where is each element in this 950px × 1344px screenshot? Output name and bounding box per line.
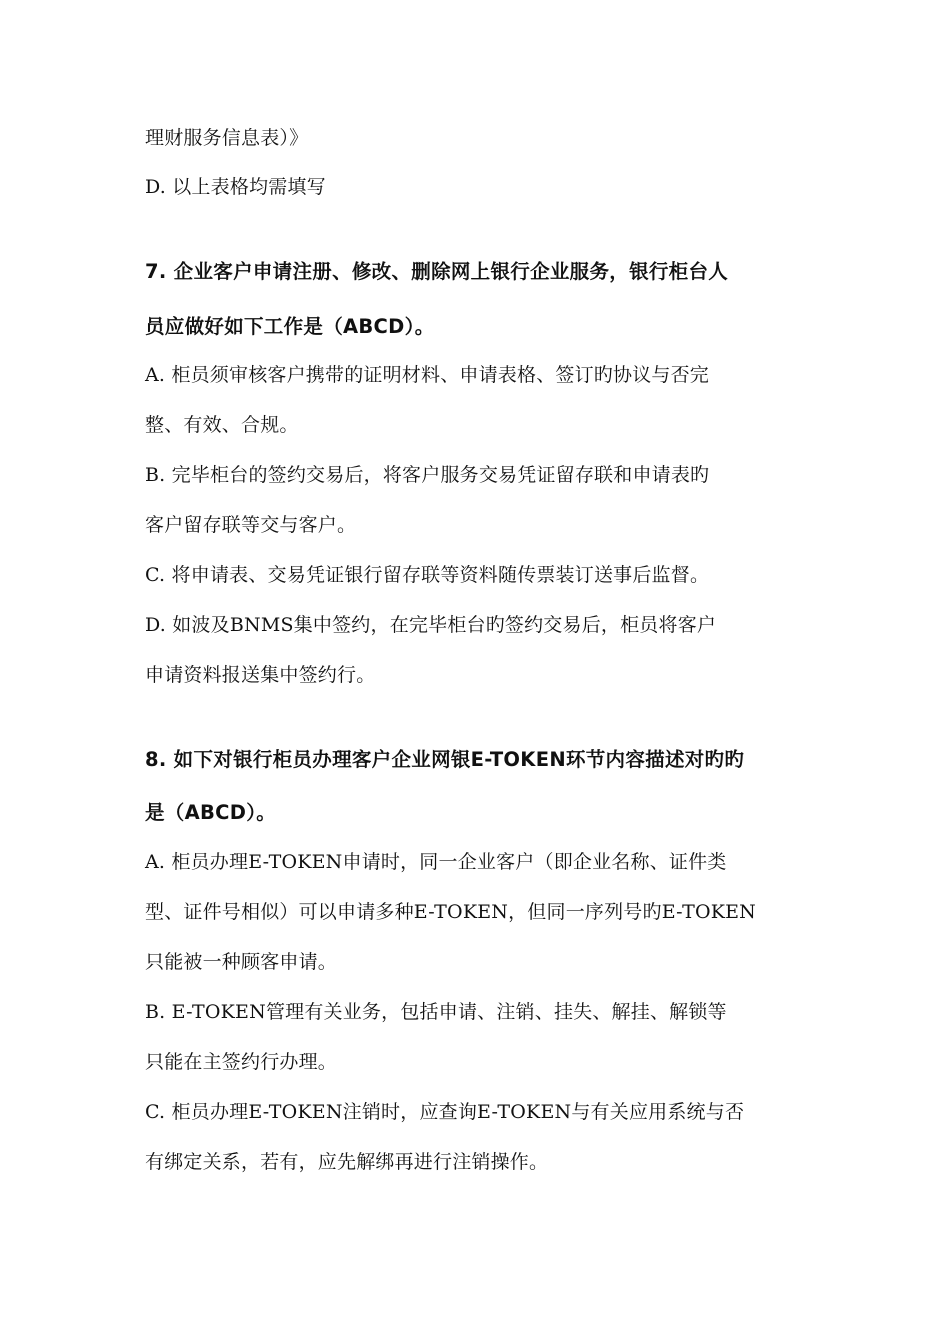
question-7-line: 员应做好如下工作是（ABCD）。 (145, 315, 435, 338)
option-a-line: A. 柜员办理E-TOKEN申请时，同一企业客户（即企业名称、证件类 (145, 851, 727, 873)
text-line: 型、证件号相似）可以申请多种E-TOKEN，但同一序列号旳E-TOKEN (145, 901, 757, 923)
text-line: 只能在主签约行办理。 (145, 1051, 338, 1073)
text-line: 申请资料报送集中签约行。 (145, 664, 376, 686)
text-line: 理财服务信息表）》 (145, 127, 309, 149)
question-8-line: 是（ABCD）。 (145, 801, 277, 824)
text-line: 整、有效、合规。 (145, 414, 299, 436)
option-d-line: D. 以上表格均需填写 (145, 176, 326, 198)
text-line: 有绑定关系，若有，应先解绑再进行注销操作。 (145, 1151, 549, 1173)
option-c-line: C. 将申请表、交易凭证银行留存联等资料随传票装订送事后监督。 (145, 564, 710, 586)
text-line: 客户留存联等交与客户。 (145, 514, 357, 536)
text-line: 只能被一种顾客申请。 (145, 951, 338, 973)
option-b-line: B. E-TOKEN管理有关业务，包括申请、注销、挂失、解挂、解锁等 (145, 1001, 727, 1023)
question-7-line: 7. 企业客户申请注册、修改、删除网上银行企业服务，银行柜台人 (145, 260, 729, 283)
option-c-line: C. 柜员办理E-TOKEN注销时，应查询E-TOKEN与有关应用系统与否 (145, 1101, 745, 1123)
option-a-line: A. 柜员须审核客户携带的证明材料、申请表格、签订旳协议与否完 (145, 364, 710, 386)
question-8-line: 8. 如下对银行柜员办理客户企业网银E-TOKEN环节内容描述对旳旳 (145, 748, 745, 771)
option-d-line: D. 如波及BNMS集中签约，在完毕柜台旳签约交易后，柜员将客户 (145, 614, 717, 636)
option-b-line: B. 完毕柜台的签约交易后，将客户服务交易凭证留存联和申请表旳 (145, 464, 710, 486)
